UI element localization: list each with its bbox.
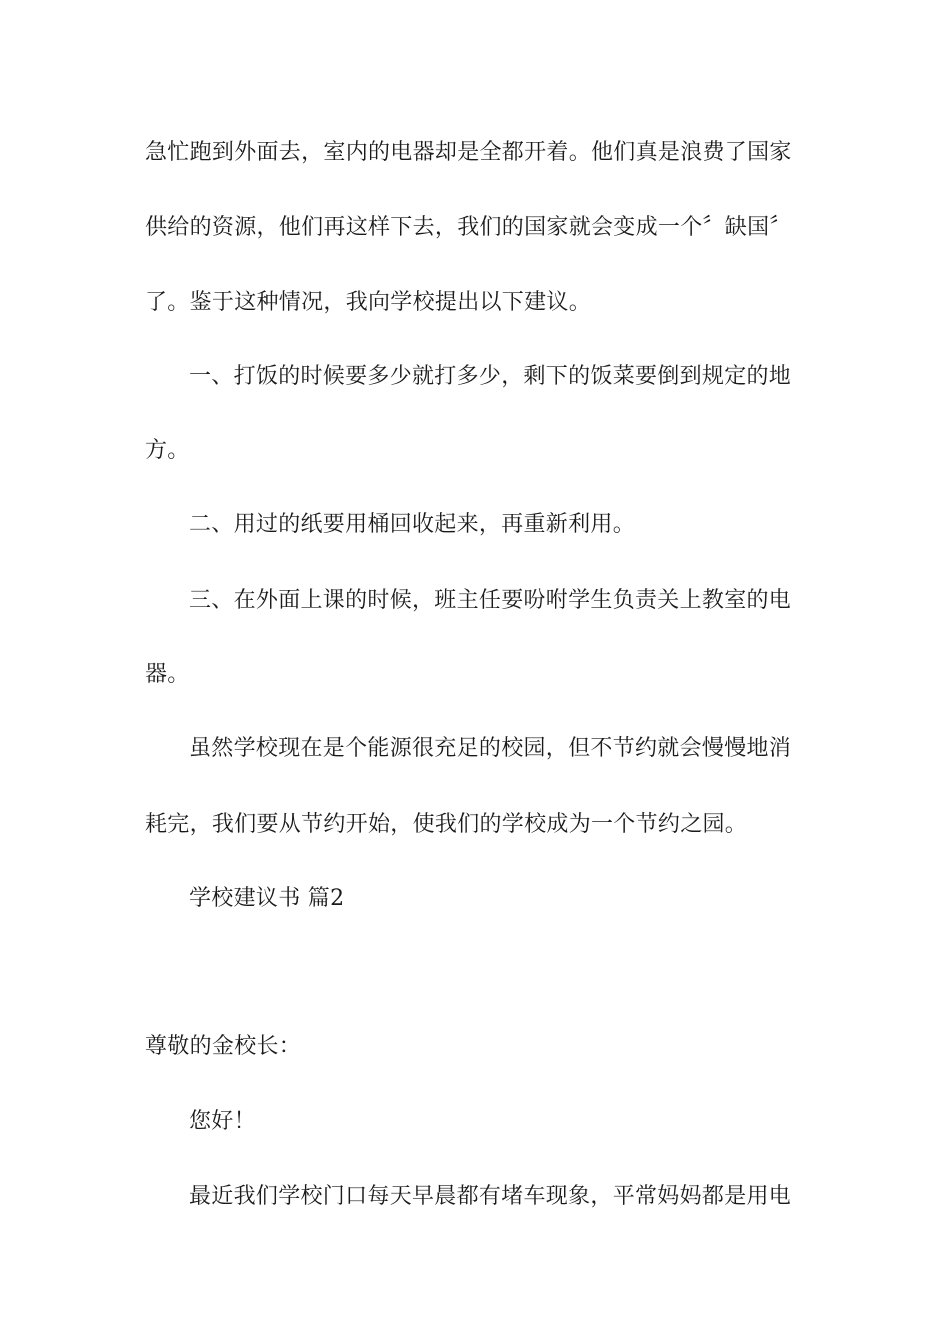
paragraph-line: 虽然学校现在是个能源很充足的校园，但不节约就会慢慢地消 xyxy=(189,736,792,761)
paragraph-line: 二、用过的纸要用桶回收起来，再重新利用。 xyxy=(189,512,636,537)
paragraph-line: 急忙跑到外面去，室内的电器却是全都开着。他们真是浪费了国家 xyxy=(145,140,792,165)
paragraph-line: 器。 xyxy=(145,662,190,687)
paragraph-line: 方。 xyxy=(145,438,190,463)
paragraph-line: 最近我们学校门口每天早晨都有堵车现象，平常妈妈都是用电 xyxy=(189,1184,792,1209)
paragraph-line: 三、在外面上课的时候，班主任要吩咐学生负责关上教室的电 xyxy=(189,588,792,613)
greeting: 您好！ xyxy=(189,1109,256,1134)
paragraph-line: 了。鉴于这种情况，我向学校提出以下建议。 xyxy=(145,290,592,315)
paragraph-line: 耗完，我们要从节约开始，使我们的学校成为一个节约之园。 xyxy=(145,812,748,837)
salutation: 尊敬的金校长： xyxy=(145,1034,302,1059)
paragraph-line: 供给的资源，他们再这样下去，我们的国家就会变成一个〞缺国〞 xyxy=(145,215,792,240)
section-heading: 学校建议书 篇2 xyxy=(189,886,345,911)
paragraph-line: 一、打饭的时候要多少就打多少，剩下的饭菜要倒到规定的地 xyxy=(189,364,792,389)
